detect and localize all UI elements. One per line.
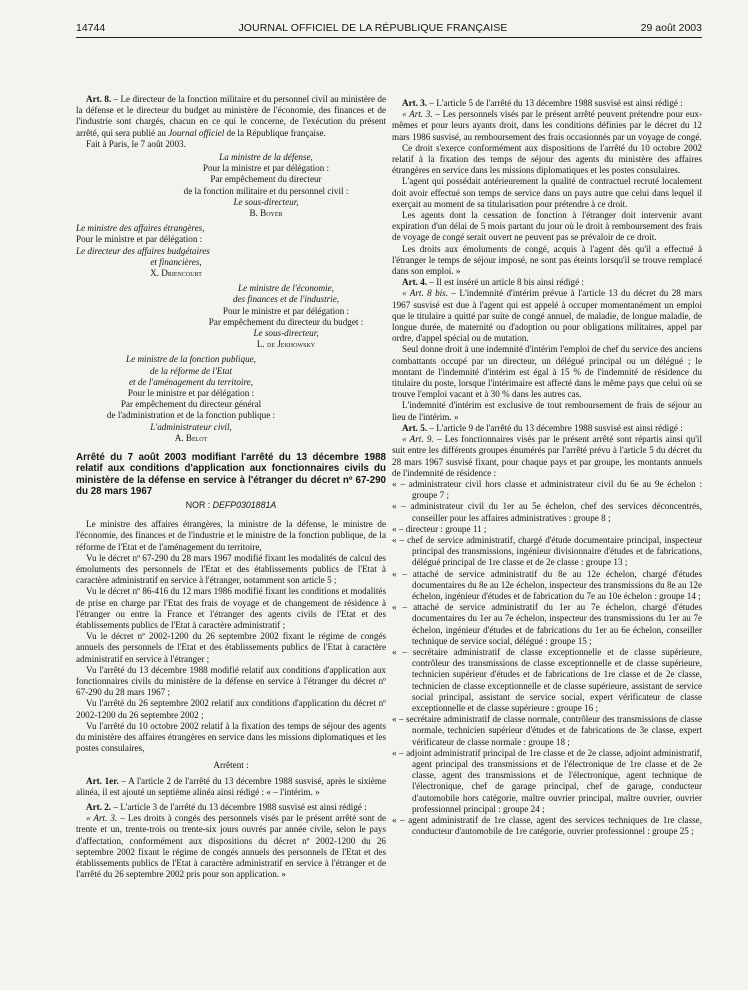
article-4: Art. 4. – Il est inséré un article 8 bis ainsi rédigé : xyxy=(402,277,584,288)
nor-reference: NOR : DEFP0301881A xyxy=(185,499,277,510)
preamble-1: Le ministre des affaires étrangères, la ministre de la défense, le ministre de l'économie, des finances et de l'industrie et le ministre de la fonction publique, de la réforme de l'Etat et de l'aménagement du territoire, xyxy=(76,519,386,552)
visa-4: Vu l'arrêté du 13 décembre 1988 modifié relatif aux conditions d'application aux fonctionnaires civils du ministère de la défense en service à l'étranger du décret nº 67-290 du 28 mars 1967 ; xyxy=(76,664,386,698)
signature-defense: La ministre de la défense, Pour la ministre et par délégation : Par empêchement du directeur de la fonction militaire et du personnel civil : Le sous-directeur, B. Boyer xyxy=(183,152,349,219)
list-item: « – secrétaire administratif de classe normale, contrôleur des transmissions de classe normale, technicien supérieur d'études et de fabrications de 3e classe, expert vérificateur de classe normale : groupe 18 ; xyxy=(392,714,702,747)
visa-2: Vu le décret nº 86-416 du 12 mars 1986 modifié fixant les conditions et modalités de prise en charge par l'Etat des frais de voyage et de changement de résidence à l'étranger ou entre la France et l'étranger des agents civils de l'Etat et des établissements publics de l'Etat à caractère administratif ; xyxy=(76,586,386,630)
left-column xyxy=(76,94,386,880)
list-item: « – agent administratif de 1re classe, agent des services techniques de 1re classe, conducteur d'automobile de 1re catégorie, ouvrier professionnel : groupe 25 ; xyxy=(392,815,702,837)
article-2-quote: « Art. 3. – Les droits à congés des personnels visés par le présent arrêté sont de trente et un, trente-trois ou trente-six jours ouvrés par année civile, selon le pays d'affectation, conformément aux dispositions du décret nº 2002-1200 du 26 septembre 2002 fixant le régime de congés annuels des personnels de l'Etat et des établissements publics de l'Etat à caractère administratif en service à l'étranger et de l'arrêté du 26 septembre 2002 pris pour son application. » xyxy=(76,813,386,880)
signature-affaires-etrangeres: Le ministre des affaires étrangères, Pour le ministre et par délégation : Le directeur des affaires budgétaires et financières, X. Driencourt xyxy=(76,223,210,279)
list-item: « – administrateur civil hors classe et administrateur civil du 6e au 9e échelon : groupe 7 ; xyxy=(392,478,702,501)
article-5-quote: « Art. 9. – Les fonctionnaires visés par le présent arrêté sont répartis ainsi qu'il suit entre les différents groupes énumérés par l'arrêté prévu à l'article 5 du décret du 28 mars 1967 susvisé fixant, pour chaque pays et par groupe, les montants annuels de l'indemnité de résidence : xyxy=(392,434,702,478)
signature-economie: Le ministre de l'économie, des finances et de l'industrie, Pour le ministre et par délégation : Par empêchement du directeur du budget : Le sous-directeur, L. de Jekhowsky xyxy=(208,283,364,350)
article-3: Art. 3. – L'article 5 de l'arrêté du 13 décembre 1988 susvisé est ainsi rédigé : xyxy=(402,98,683,108)
list-item: « – adjoint administratif principal de 1re classe et de 2e classe, adjoint administratif, agent principal des transmissions et de l'électronique de 1re classe et de 2e classe, agent des transmissions et de l'électronique, agent technique de l'électronique, chef de garage principal, chef de garage, conducteur d'automobile hors catégorie, maître ouvrier principal, maître ouvrier, ouvrier professionnel principal : groupe 24 ; xyxy=(392,747,702,814)
visa-6: Vu l'arrêté du 10 octobre 2002 relatif à la fixation des temps de séjour des agents du ministère des affaires étrangères en service dans les missions diplomatiques et les postes consulaires, xyxy=(76,720,386,754)
article-2: Art. 2. – L'article 3 de l'arrêté du 13 décembre 1988 susvisé est ainsi rédigé : xyxy=(86,801,367,812)
article-3-para-2: L'agent qui possédait antérieurement la qualité de contractuel recruté localement doit avoir effectué son temps de service dans un pays autre que celui dans lequel il exerçait au moment de sa titularisation pour prétendre à ce droit. xyxy=(392,176,702,209)
article-1: Art. 1er. – A l'article 2 de l'arrêté du 13 décembre 1988 susvisé, après le sixième alinéa, il est ajouté un septième alinéa ainsi rédigé : « – l'intérim. » xyxy=(76,775,386,797)
list-item: « – chef de service administratif, chargé d'étude documentaire principal, inspecteur principal des transmissions, ingénieur divisionnaire d'études et de fabrications, délégué principal de 1re classe et de 2e classe : groupe 13 ; xyxy=(392,534,702,568)
list-item: « – directeur : groupe 11 ; xyxy=(392,523,487,534)
signature-fonction-publique: Le ministre de la fonction publique, de la réforme de l'Etat et de l'aménagement du territoire, Pour le ministre et par délégation : Par empêchement du directeur général de l'administration et de la fonction publique : L'administrateur civil, A. Belot xyxy=(106,354,276,443)
list-item: « – administrateur civil du 1er au 5e échelon, chef des services déconcentrés, conseiller pour les affaires administratives : groupe 8 ; xyxy=(392,501,702,523)
page-number: 14744 xyxy=(76,22,106,34)
list-item: « – secrétaire administratif de classe exceptionnelle et de classe supérieure, contrôleur des transmissions de classe exceptionnelle et de classe supérieure, technicien supérieur d'études et de fabrications de 1re classe et de 2e classe, technicien de classe exceptionnelle et de classe supérieure, assistant de service social principal, assistant de service social, expert vérificateur de classe exceptionnelle et de classe supérieure : groupe 16 ; xyxy=(392,646,702,713)
fait-a-paris: Fait à Paris, le 7 août 2003. xyxy=(86,138,186,149)
right-column xyxy=(392,98,702,837)
issue-date: 29 août 2003 xyxy=(640,22,702,34)
article-8: Art. 8. – Le directeur de la fonction militaire et du personnel civil au ministère de la défense et le directeur du budget au ministère de l'économie, des finances et de l'industrie sont chargés, chacun en ce qui le concerne, de l'exécution du présent arrêté, qui sera publié au Journal officiel de la République française. xyxy=(76,94,386,138)
page-header xyxy=(76,12,702,38)
visa-1: Vu le décret nº 67-290 du 28 mars 1967 modifié fixant les modalités de calcul des émoluments des personnels de l'Etat et des établissements publics de l'Etat à caractère administratif en service à l'étranger, notamment son article 5 ; xyxy=(76,552,386,586)
article-3-quote: « Art. 3. – Les personnels visés par le présent arrêté peuvent prétendre pour eux-mêmes et pour leurs ayants droit, dans les conditions définies par le décret du 12 mars 1986 susvisé, au remboursement des frais occasionnés par un voyage de congé. xyxy=(392,109,702,142)
article-3-para-1: Ce droit s'exerce conformément aux dispositions de l'arrêté du 10 octobre 2002 relatif à la fixation des temps de séjour des agents du ministère des affaires étrangères en service dans les missions diplomatiques et les postes consulaires. xyxy=(392,142,702,176)
list-item: « – attaché de service administratif du 1er au 7e échelon, chargé d'études documentaires du 1er au 7e échelon, inspecteur des transmissions du 1er au 7e échelon, ingénieur d'études et de fabrications du 1er au 6e échelon, conseiller technique de service social, délégué : groupe 15 ; xyxy=(392,602,702,646)
decree-title: Arrêté du 7 août 2003 modifiant l'arrêté du 13 décembre 1988 relatif aux conditions d'application aux fonctionnaires civils du ministère de la défense en service à l'étranger du décret nº 67-290 du 28 mars 1967 xyxy=(76,452,386,497)
visa-3: Vu le décret nº 2002-1200 du 26 septembre 2002 fixant le régime de congés annuels des personnels de l'Etat et des établissements publics de l'Etat à caractère administratif en service à l'étranger ; xyxy=(76,631,386,664)
article-4-quote: « Art. 8 bis. – L'indemnité d'intérim prévue à l'article 13 du décret du 28 mars 1967 susvisé est due à l'agent qui est appelé à occuper momentanément un emploi que le titulaire a quitté par suite de congé annuel, de maladie, de longue maladie, de longue durée, de maternité ou d'adoption ou pour obligations militaires, appel par ordre, d'appel spécial ou de mutation. xyxy=(392,288,702,344)
groupe-list xyxy=(392,479,702,838)
article-4-para-1: Seul donne droit à une indemnité d'intérim l'emploi de chef du service des anciens combattants occupé par un directeur, un délégué principal ou un délégué ; le montant de l'indemnité d'intérim est égal à 15 % de l'indemnité de résidence du titulaire du poste, lorsque l'intérimaire est affecté dans le même pays que celui où se trouve l'emploi vacant et à 30 % dans les autres cas. xyxy=(392,344,703,400)
article-3-para-4: Les droits aux émoluments de congé, acquis à l'agent dès qu'il a effectué à l'étranger le temps de séjour imposé, ne sont pas éteints lorsqu'il se trouve remplacé dans son emploi. » xyxy=(392,243,702,277)
list-item: « – attaché de service administratif du 8e au 12e échelon, chargé d'études documentaires du 8e au 12e échelon, inspecteur des transmissions du 8e au 12e échelon, ingénieur d'études et de fabrication du 7e au 10e échelon : groupe 14 ; xyxy=(392,568,702,601)
article-4-para-2: L'indemnité d'intérim est exclusive de tout remboursement de frais de séjour au lieu de l'intérim. » xyxy=(392,400,702,422)
article-5: Art. 5. – L'article 9 de l'arrêté du 13 décembre 1988 susvisé est ainsi rédigé : xyxy=(402,422,683,433)
arretent: Arrêtent : xyxy=(213,760,249,771)
visa-5: Vu l'arrêté du 26 septembre 2002 relatif aux conditions d'application du décret nº 2002-1200 du 26 septembre 2002 ; xyxy=(76,698,386,720)
article-3-para-3: Les agents dont la cessation de fonction à l'étranger doit intervenir avant expiration d'un délai de 5 mois partant du jour où le droit à remboursement des frais de voyage de congé serait ouvert ne peuvent pas se prévaloir de ce droit. xyxy=(392,210,702,243)
journal-title: JOURNAL OFFICIEL DE LA RÉPUBLIQUE FRANÇAISE xyxy=(238,22,508,34)
